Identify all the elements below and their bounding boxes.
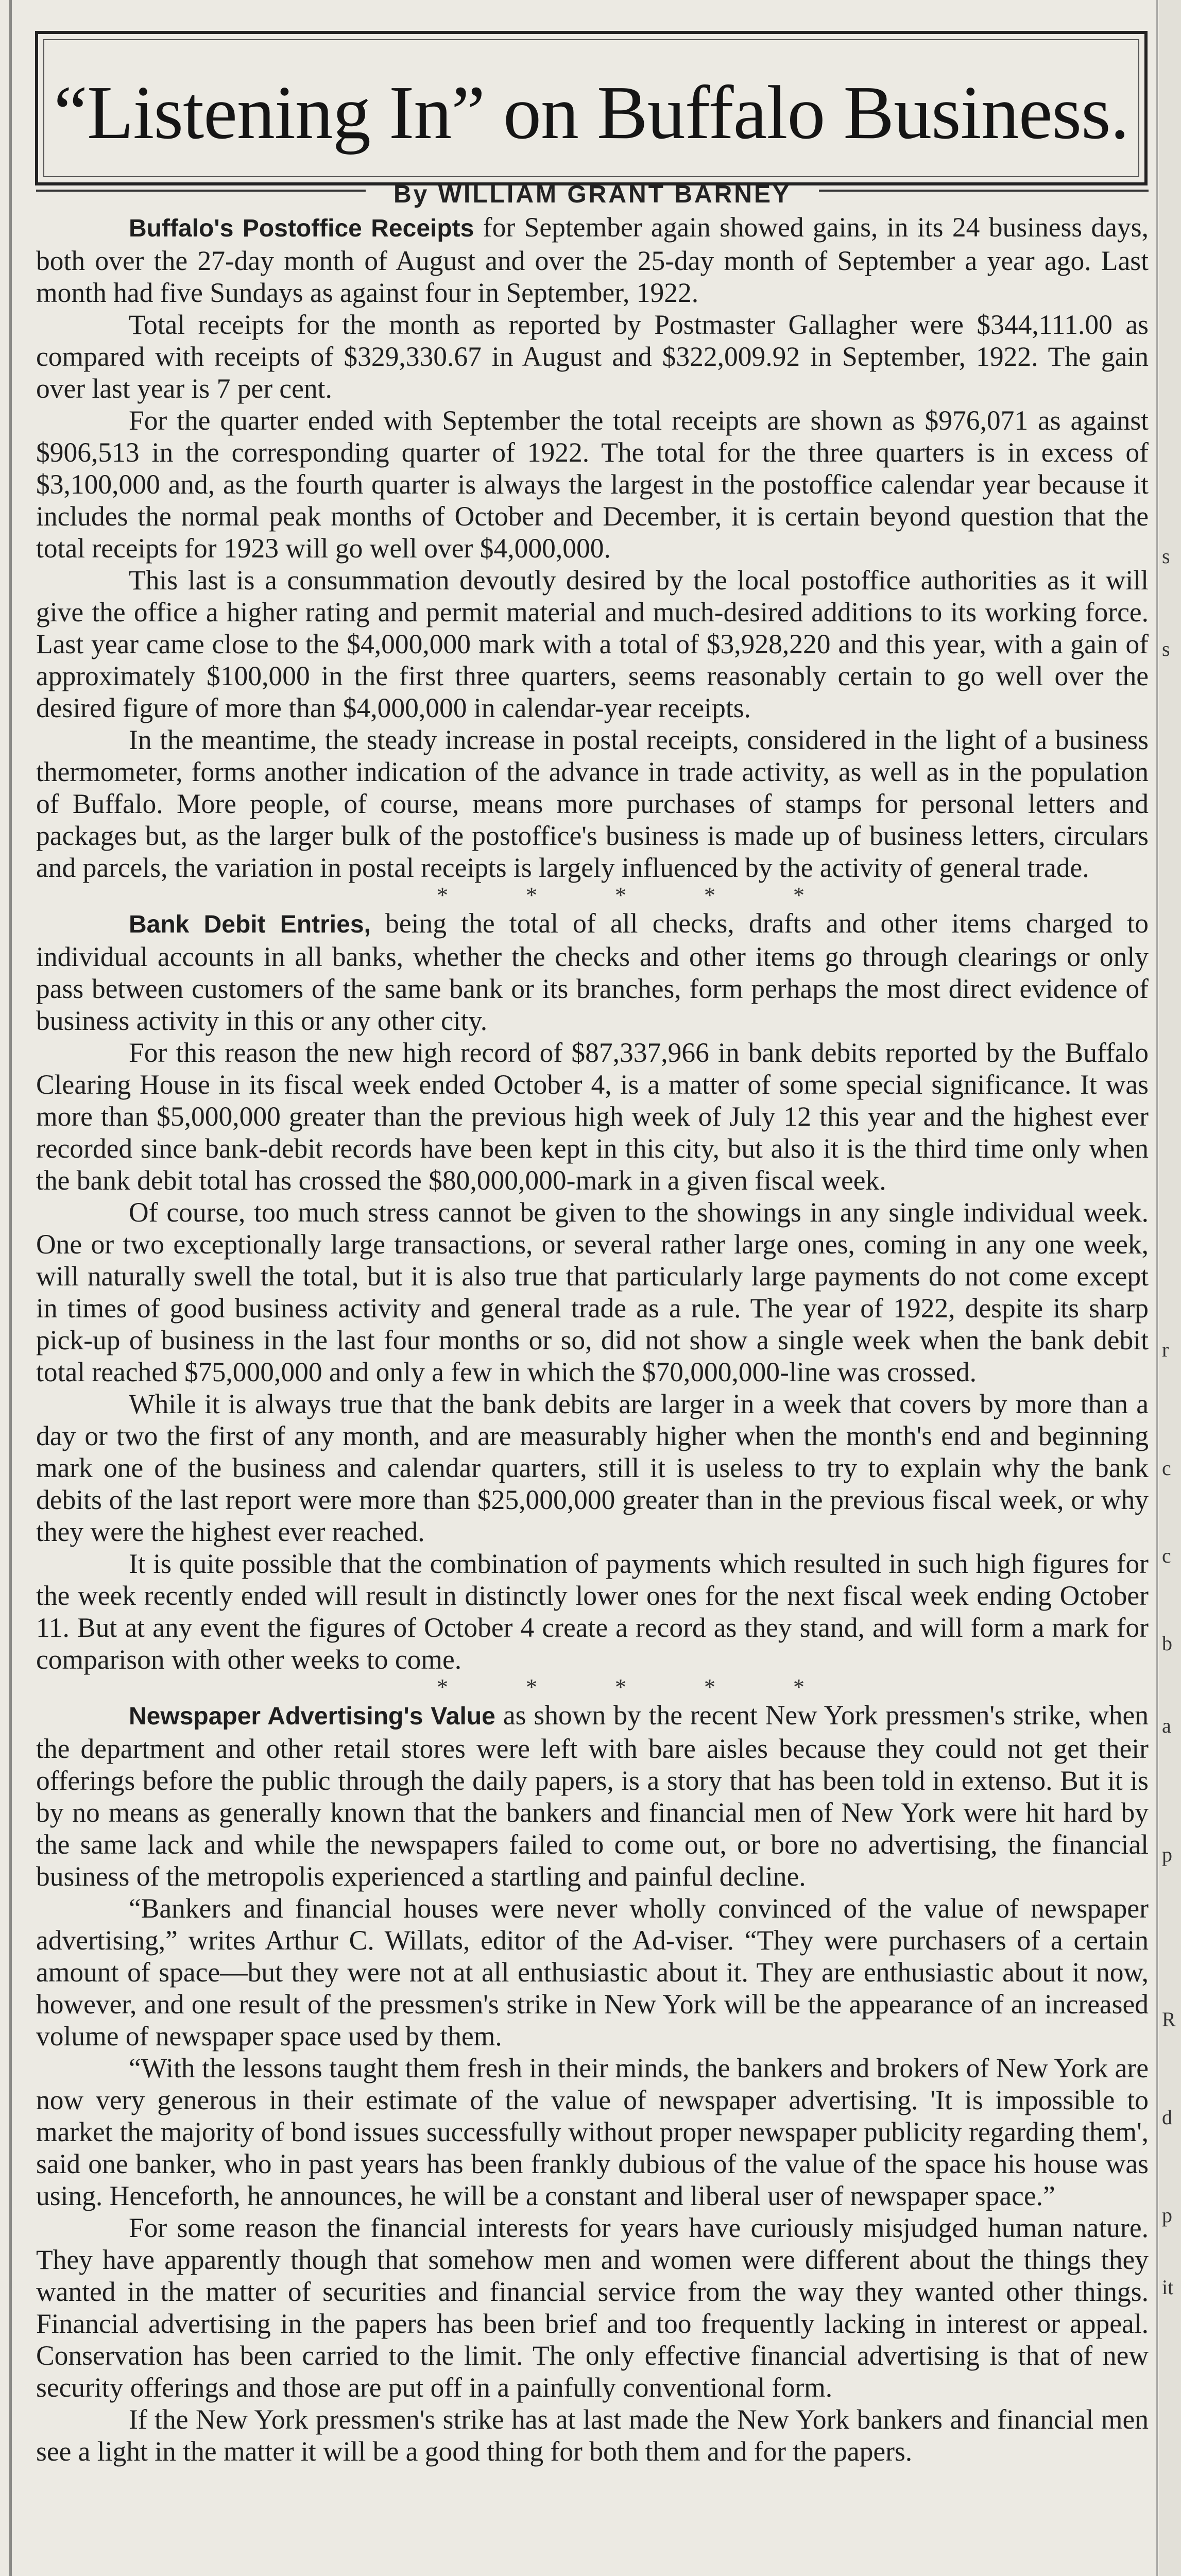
section-1-paragraph-3: For the quarter ended with September the total receipts are shown as $976,071 as against $906,513 in the corresponding quarter of 1922. The total for the three quarters is in excess of $3,100,000 and, as the fourth quarter is always the largest in the postoffice calendar year because it includes the normal peak months of October and December, it is certain beyond question that the total receipts for 1923 will go well over $4,000,000. [36,405,1149,564]
margin-fragment: p [1162,2204,1172,2227]
margin-fragment: c [1162,1456,1171,1480]
margin-fragment: r [1162,1338,1169,1361]
section-3-paragraph-1 [36,1699,1149,1892]
section-1-text: for September again showed gains, in its 24 business days, both over the 27-day month of August and over the 25-day month of September a year ago. Last month had five Sundays as against four in September, 1922. [36,212,1149,308]
margin-fragment: it [1162,2276,1174,2299]
section-2-paragraph-2: For this reason the new high record of $87,337,966 in bank debits reported by the Buffalo Clearing House in its fiscal week ended October 4, is a matter of some special significance. It was more than $5,000,000 greater than the previous high week of July 12 this year and the highest ever recorded since bank-debit records have been kept in this city, but also it is the third time only when the bank debit total has crossed the $80,000,000-mark in a given fiscal week. [36,1037,1149,1196]
section-2-paragraph-3: Of course, too much stress cannot be given to the showings in any single individual week. One or two exceptionally large transactions, or several rather large ones, coming in any one week, will naturally swell the total, but it is also true that particularly large payments do not come except in times of good business activity and general trade as a rule. The year of 1922, despite its sharp pick-up of business in the last four months or so, did not show a single week when the bank debit total reached $75,000,000 and only a few in which the $70,000,000-line was crossed. [36,1197,1149,1387]
section-1-paragraph-2: Total receipts for the month as reported by Postmaster Gallagher were $344,111.00 as compared with receipts of $329,330.67 in August and $322,009.92 in September, 1922. The gain over last year is 7 per cent. [36,309,1149,404]
margin-fragment: d [1162,2106,1172,2129]
byline-row [36,175,1149,206]
section-3-text: as shown by the recent New York pressmen's strike, when the department and other retail stores were left with bare aisles because they could not get their offerings before the public through the daily papers, is a story that has been told in extenso. But it is by no means as generally known that the bankers and financial men of New York were hit hard by the same lack and while the newspapers failed to come out, or bore no advertising, the financial business of the metropolis experienced a startling and painful decline. [36,1700,1149,1892]
section-3-lead: Newspaper Advertising's Value [129,1703,495,1730]
section-2-paragraph-5: It is quite possible that the combination of payments which resulted in such high figures for the week recently ended will result in distinctly lower ones for the next fiscal week ending October 11. But at any event the figures of October 4 create a record as they stand, and will form a mark for comparison with other weeks to come. [36,1548,1149,1675]
section-3-paragraph-4: For some reason the financial interests for years have curiously misjudged human nature. They have apparently though that somehow men and women were different about the things they wanted in the matter of securities and financial service from the way they wanted other things. Financial advertising in the papers has been brief and too frequently lacking in interest or appeal. Conservation has been carried to the limit. The only effective financial advertising is that of new security offerings and those are put off in a painfully conventional form. [36,2212,1149,2403]
section-2-text: being the total of all checks, drafts and other items charged to individual accounts in all banks, whether the checks and other items go through clearings or only pass between customers of the same bank or its branches, form perhaps the most direct evidence of business activity in this or any other city. [36,908,1149,1036]
margin-fragment: R [1162,2008,1176,2031]
section-2-lead: Bank Debit Entries, [129,911,371,938]
margin-fragment: a [1162,1714,1171,1737]
section-3-paragraph-5: If the New York pressmen's strike has at last made the New York bankers and financial men see a light in the matter it will be a good thing for both them and for the papers. [36,2404,1149,2467]
section-1-paragraph-4: This last is a consummation devoutly desired by the local postoffice authorities as it will give the office a higher rating and permit material and much-desired additions to its working force. Last year came close to the $4,000,000 mark with a total of $3,928,220 and this year, with a gain of approximately $100,000 in the first three quarters, seems reasonably certain to go well over the desired figure of more than $4,000,000 in calendar-year receipts. [36,565,1149,723]
headline-box [35,31,1148,185]
margin-fragment: b [1162,1632,1172,1655]
byline: By WILLIAM GRANT BARNEY [393,181,791,208]
article-body [36,211,1149,2467]
section-2-paragraph-1 [36,907,1149,1037]
section-separator-1: * * * * * [437,883,841,908]
margin-fragment: p [1162,1843,1172,1866]
section-1-lead: Buffalo's Postoffice Receipts [129,215,474,242]
margin-fragment: s [1162,545,1170,568]
left-column-rule [9,0,12,2576]
adjacent-column-fragments [1159,0,1181,2576]
section-separator-2: * * * * * [437,1674,841,1700]
section-3-paragraph-2: “Bankers and financial houses were never wholly convinced of the value of newspaper advertising,” writes Arthur C. Willats, editor of the Ad-viser. “They were purchasers of a certain amount of space—but they were not at all enthusiastic about it. They are enthusiastic about it now, however, and one result of the pressmen's strike in New York will be the appearance of an increased volume of newspaper space used by them. [36,1893,1149,2052]
section-1-paragraph-5: In the meantime, the steady increase in postal receipts, considered in the light of a business thermometer, forms another indication of the advance in trade activity, as well as in the population of Buffalo. More people, of course, means more purchases of stamps for personal letters and packages but, as the larger bulk of the postoffice's business is made up of business letters, circulars and parcels, the variation in postal receipts is largely influenced by the activity of general trade. [36,724,1149,883]
section-2-paragraph-4: While it is always true that the bank debits are larger in a week that covers by more than a day or two the first of any month, and are measurably higher when the month's end and beginning mark one of the business and calendar quarters, still it is useless to try to explain why the bank debits of the last report were more than $25,000,000 greater than in the previous fiscal week, or why they were the highest ever reached. [36,1388,1149,1547]
section-3-paragraph-3: “With the lessons taught them fresh in their minds, the bankers and brokers of New York are now very generous in their estimate of the value of newspaper advertising. 'It is impossible to market the majority of bond issues successfully without proper newspaper publicity regarding them', said one banker, who in past years has been frankly dubious of the value of the space his house was using. Henceforth, he announces, he will be a constant and liberal user of newspaper space.” [36,2053,1149,2211]
margin-fragment: s [1162,637,1170,660]
margin-fragment: c [1162,1544,1171,1567]
section-1-paragraph-1 [36,211,1149,309]
headline: “Listening In” on Buffalo Business. [54,71,1129,155]
right-column-rule [1156,0,1158,2576]
